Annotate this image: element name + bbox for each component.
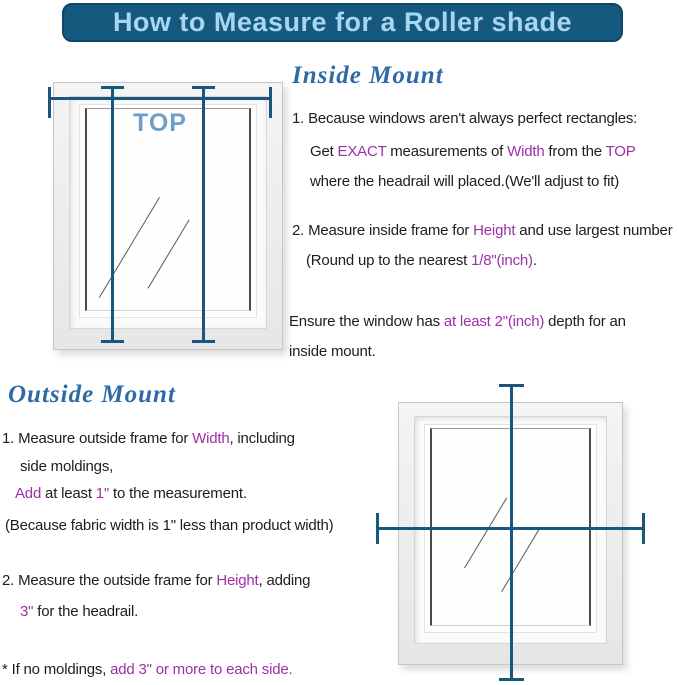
width-measure-line-outside: [376, 527, 645, 530]
height-measure-line: [510, 385, 513, 681]
width-measure-end-tick-left: [376, 513, 379, 544]
window-glass: [85, 108, 251, 311]
outside-mount-step1-line2: side moldings,: [20, 458, 114, 475]
outside-mount-moldings-note: * If no moldings, add 3" or more to each side.: [2, 661, 293, 678]
outside-mount-step2-line2: 3" for the headrail.: [20, 603, 139, 620]
glass-reflection-line: [147, 219, 189, 288]
width-measure-line: [48, 97, 272, 100]
outside-mount-step1-note: (Because fabric width is 1" less than product width): [5, 517, 334, 534]
headrail-measure-line-left: [111, 87, 114, 343]
glass-reflection-line: [464, 497, 507, 568]
inside-mount-step2-line2: (Round up to the nearest 1/8"(inch).: [306, 252, 537, 269]
outside-mount-heading: Outside Mount: [8, 381, 176, 408]
headrail-measure-cap-bottom-right: [192, 340, 215, 343]
inside-mount-step1-line1: 1. Because windows aren't always perfect rectangles:: [292, 110, 638, 127]
inside-mount-step1-line2: Get EXACT measurements of Width from the TOP: [310, 143, 636, 160]
headrail-measure-cap-bottom-left: [101, 340, 124, 343]
outside-mount-step2-line1: 2. Measure the outside frame for Height, adding: [2, 572, 311, 589]
page-title: How to Measure for a Roller shade: [62, 3, 623, 42]
inside-mount-step1-line3: where the headrail will placed.(We'll adjust to fit): [310, 173, 620, 190]
outside-mount-step1-line1: 1. Measure outside frame for Width, including: [2, 430, 295, 447]
headrail-measure-cap-top-right: [192, 86, 215, 89]
width-measure-end-tick-right: [269, 87, 272, 118]
outside-mount-step1-line3: Add at least 1" to the measurement.: [15, 485, 247, 502]
inside-mount-heading: Inside Mount: [292, 62, 444, 89]
headrail-measure-line-right: [202, 87, 205, 343]
width-measure-end-tick-left: [48, 87, 51, 118]
width-measure-end-tick-right: [642, 513, 645, 544]
headrail-measure-cap-top-left: [101, 86, 124, 89]
height-measure-cap-bottom: [499, 678, 524, 681]
inside-mount-depth-note-line2: inside mount.: [289, 343, 376, 360]
glass-reflection-line: [501, 528, 540, 592]
top-label: TOP: [133, 109, 187, 137]
inside-mount-step2-line1: 2. Measure inside frame for Height and use largest number: [292, 222, 673, 239]
height-measure-cap-top: [499, 384, 524, 387]
inside-mount-depth-note-line1: Ensure the window has at least 2"(inch) depth for an: [289, 313, 626, 330]
